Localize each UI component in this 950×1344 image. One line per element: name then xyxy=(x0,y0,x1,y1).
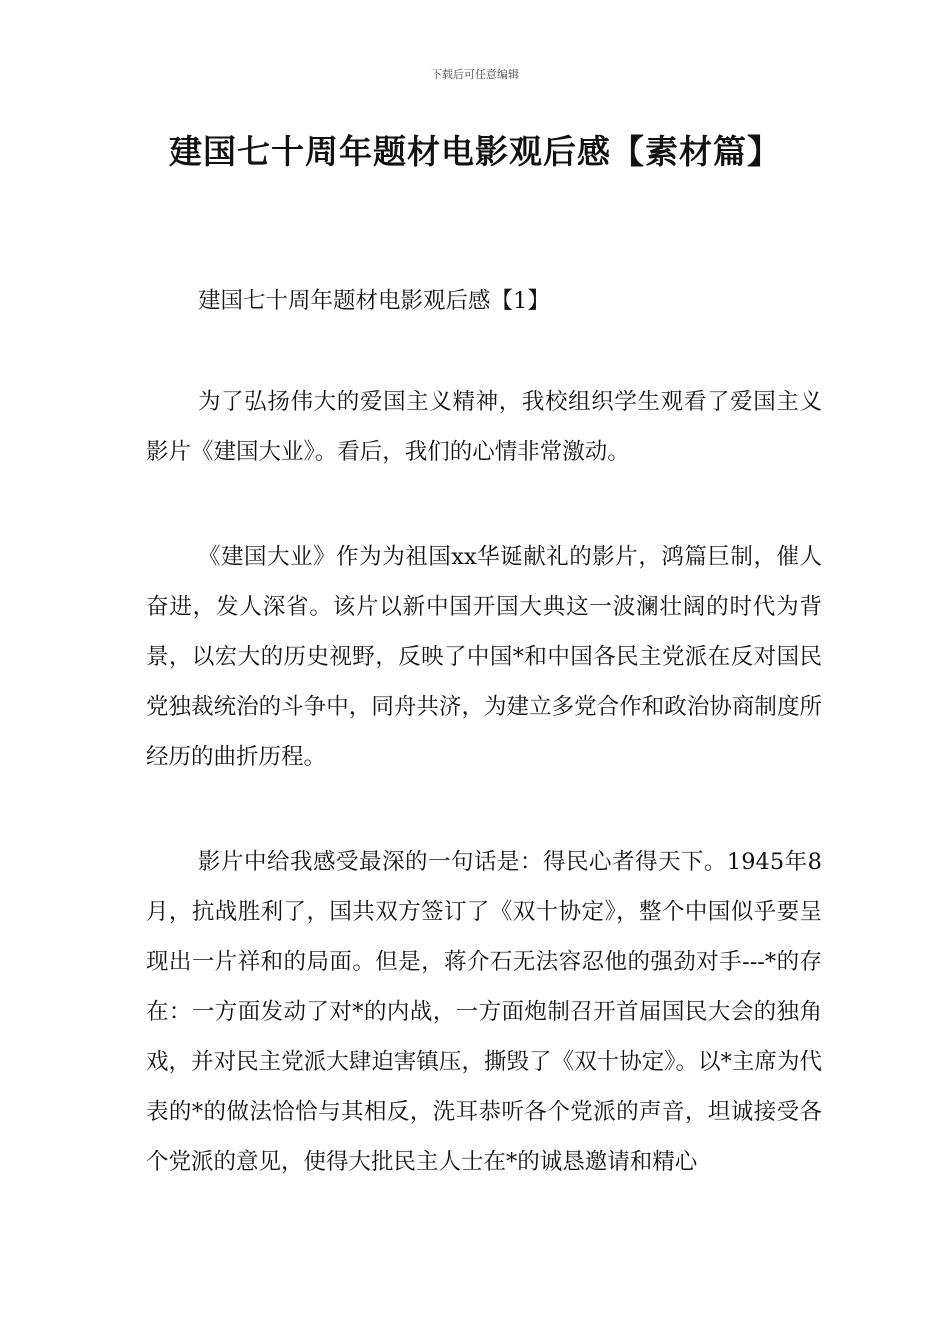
header-note: 下载后可任意编辑 xyxy=(431,68,519,81)
paragraph-1: 为了弘扬伟大的爱国主义精神，我校组织学生观看了爱国主义影片《建国大业》。看后，我们的心情非常激动。 xyxy=(146,389,822,465)
document-body xyxy=(146,276,822,1242)
paragraph-2: 《建国大业》作为为祖国xx华诞献礼的影片，鸿篇巨制，催人奋进，发人深省。该片以新中国开国大典这一波澜壮阔的时代为背景，以宏大的历史视野，反映了中国*和中国各民主党派在反对国民党独裁统治的斗争中，同舟共济，为建立多党合作和政治协商制度所经历的曲折历程。 xyxy=(146,544,822,770)
section-subheading: 建国七十周年题材电影观后感【1】 xyxy=(198,288,550,314)
paragraph-3: 影片中给我感受最深的一句话是：得民心者得天下。1945年8月，抗战胜利了，国共双方签订了《双十协定》，整个中国似乎要呈现出一片祥和的局面。但是，蒋介石无法容忍他的强劲对手---*的存在：一方面发动了对*的内战，一方面炮制召开首届国民大会的独角戏，并对民主党派大肆迫害镇压，撕毁了《双十协定》。以*主席为代表的*的做法恰恰与其相反，洗耳恭听各个党派的声音，坦诚接受各个党派的意见，使得大批民主人士在*的诚恳邀请和精心 xyxy=(146,849,822,1175)
document-title: 建国七十周年题材电影观后感【素材篇】 xyxy=(169,132,781,171)
